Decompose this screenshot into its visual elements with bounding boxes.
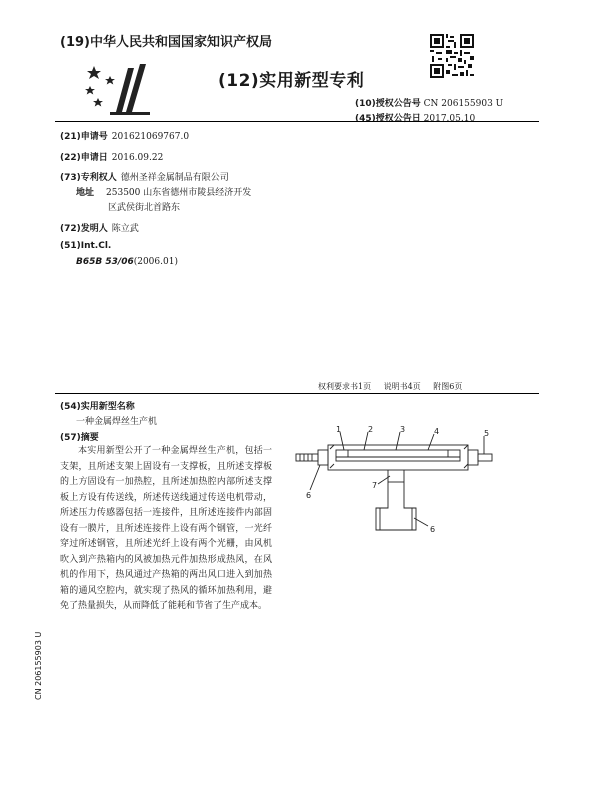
address-label: 地址 bbox=[76, 188, 95, 198]
publication-number-row bbox=[355, 96, 503, 109]
drawing-label-2: 2 bbox=[368, 425, 374, 434]
abstract-divider bbox=[55, 393, 539, 394]
application-number-label: (21)申请号 bbox=[60, 132, 108, 142]
patent-owner-row bbox=[60, 170, 229, 183]
application-date-label: (22)申请日 bbox=[60, 153, 108, 163]
inventor-name: 陈立武 bbox=[111, 224, 139, 234]
office-name: (19)中华人民共和国国家知识产权局 bbox=[60, 35, 272, 50]
patent-owner-label: (73)专利权人 bbox=[60, 173, 117, 183]
ipc-label-text: (51)Int.Cl. bbox=[60, 241, 112, 251]
page-counts bbox=[318, 381, 472, 392]
drawing-label-6-bottom: 6 bbox=[430, 525, 436, 534]
drawing-label-5: 5 bbox=[484, 429, 490, 438]
inventor-label: (72)发明人 bbox=[60, 224, 108, 234]
application-number-row bbox=[60, 129, 189, 142]
address-line-1: 253500 山东省德州市陵县经济开发 bbox=[106, 188, 252, 198]
publication-number: CN 206155903 U bbox=[423, 99, 504, 109]
qr-code-icon bbox=[430, 34, 474, 78]
ipc-classification-row bbox=[76, 257, 178, 267]
ipc-code: B65B 53/06 bbox=[76, 257, 134, 267]
drawings-pages: 附图6页 bbox=[433, 382, 463, 391]
header-divider bbox=[55, 121, 539, 122]
abstract-text: 本实用新型公开了一种金属焊丝生产机，包括一支架，且所述支架上固设有一支撑板，且所述支撑板的上方固设有一加热腔，且所述加热腔内部所述支撑板上方设有传送线，所述传送线通过传送电机带动，所述压力传感器包括一连接件，且所述连接件内部固设有一膜片，且所述连接件上设有两个钢管，一光纤穿过所述钢管，且所述光纤上设有两个光栅，由风机吹入到产热箱内的风被加热元件加热形成热风，在风机的作用下，热风通过产热箱的两出风口进入到加热箱的通风空腔内，就实现了热风的循环加热利用，避免了热量损失，从而降低了能耗和节省了生产成本。 bbox=[60, 446, 272, 611]
publication-date: 2017.05.10 bbox=[423, 114, 476, 124]
ipc-version: (2006.01) bbox=[133, 257, 178, 267]
patent-owner: 德州圣祥金属制品有限公司 bbox=[120, 173, 229, 183]
drawing-label-7: 7 bbox=[372, 481, 378, 490]
side-publication-number: CN 206155903 U bbox=[34, 631, 43, 700]
drawing-label-1: 1 bbox=[336, 425, 342, 434]
cnipa-logo-icon bbox=[80, 58, 158, 116]
utility-model-title: 一种金属焊丝生产机 bbox=[76, 417, 158, 427]
claims-pages: 权利要求书1页 bbox=[318, 382, 372, 391]
publication-date-row bbox=[355, 111, 475, 124]
application-number: 201621069767.0 bbox=[111, 132, 190, 142]
drawing-label-3: 3 bbox=[400, 425, 406, 434]
representative-drawing bbox=[288, 425, 498, 540]
ipc-label bbox=[60, 241, 111, 251]
drawing-label-4: 4 bbox=[434, 427, 440, 436]
publication-number-label: (10)授权公告号 bbox=[355, 99, 421, 109]
inventor-row bbox=[60, 221, 139, 234]
publication-date-label: (45)授权公告日 bbox=[355, 114, 421, 124]
utility-model-title-label-text: (54)实用新型名称 bbox=[60, 402, 135, 412]
application-date-row bbox=[60, 150, 163, 163]
abstract-label-text: (57)摘要 bbox=[60, 433, 99, 443]
utility-model-title-label bbox=[60, 399, 135, 412]
description-pages: 说明书4页 bbox=[383, 382, 421, 391]
address-line-2: 区武侯街北首路东 bbox=[108, 203, 181, 213]
document-type: (12)实用新型专利 bbox=[218, 71, 365, 91]
abstract-label bbox=[60, 430, 99, 443]
application-date: 2016.09.22 bbox=[111, 153, 164, 163]
drawing-label-6-left: 6 bbox=[306, 491, 312, 500]
address-row bbox=[76, 185, 251, 198]
